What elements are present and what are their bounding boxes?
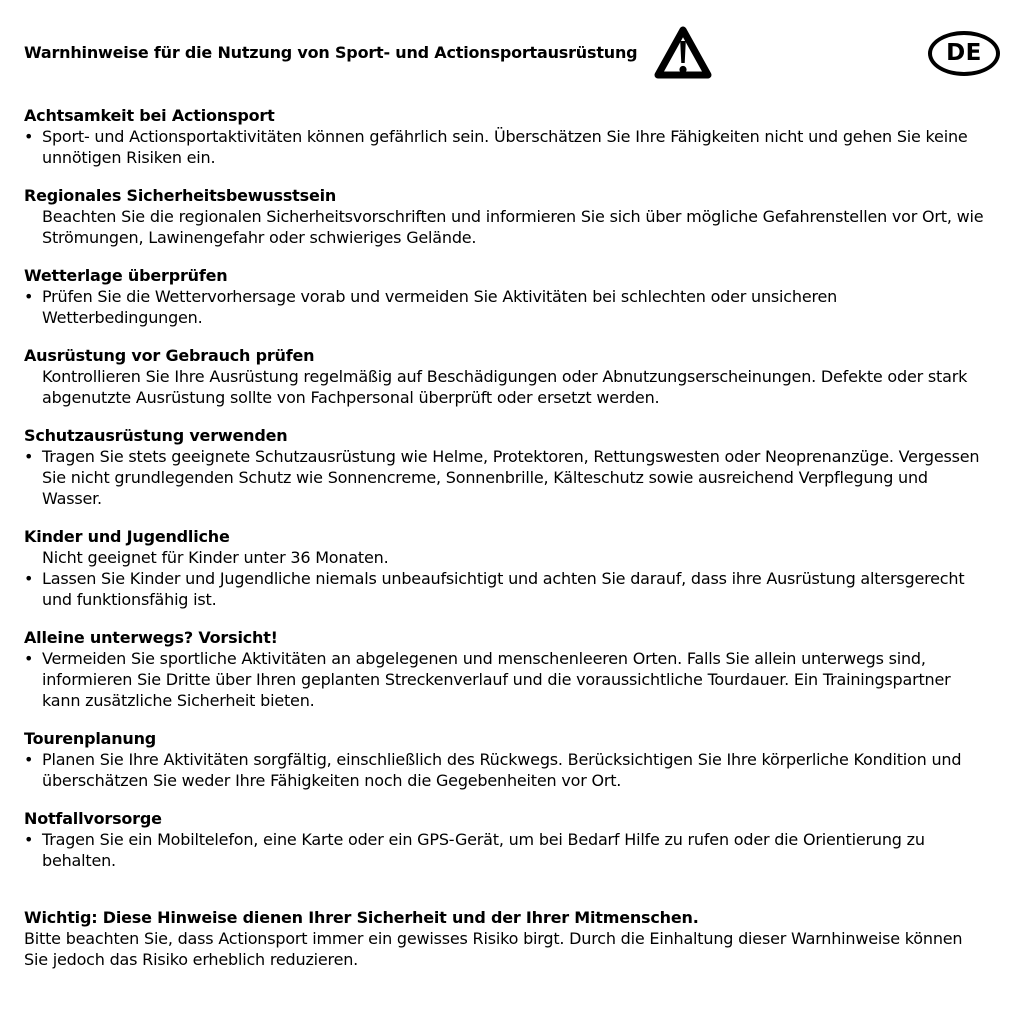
list-item bbox=[24, 568, 986, 610]
section-ausruestung-pruefen bbox=[24, 345, 986, 408]
list-item bbox=[24, 126, 986, 168]
list-item bbox=[24, 547, 986, 568]
section-schutzausruestung bbox=[24, 425, 986, 509]
bullet-marker: • bbox=[24, 287, 34, 306]
list-item bbox=[24, 366, 986, 408]
document-header bbox=[24, 24, 1000, 82]
section-heading: Achtsamkeit bei Actionsport bbox=[24, 106, 275, 125]
list-item-text: Nicht geeignet für Kinder unter 36 Monaten. bbox=[42, 548, 389, 567]
page-title: Warnhinweise für die Nutzung von Sport- und Actionsportausrüstung bbox=[24, 43, 638, 63]
warning-triangle-icon bbox=[653, 24, 713, 82]
list-item bbox=[24, 749, 986, 791]
list-item-text: Beachten Sie die regionalen Sicherheitsvorschriften und informieren Sie sich über mögliche Gefahrenstellen vor Ort, wie Strömungen, Lawinengefahr oder schwieriges Gelände. bbox=[42, 207, 984, 247]
list-item-text: Prüfen Sie die Wettervorhersage vorab und vermeiden Sie Aktivitäten bei schlechten oder unsicheren Wetterbedingungen. bbox=[42, 287, 838, 327]
bullet-marker: • bbox=[24, 447, 34, 466]
list-item-text: Lassen Sie Kinder und Jugendliche niemals unbeaufsichtigt und achten Sie darauf, dass ihre Ausrüstung altersgerecht und funktionsfähig ist. bbox=[42, 569, 965, 609]
section-regionales-sicherheitsbewusstsein bbox=[24, 185, 986, 248]
bullet-marker: • bbox=[24, 750, 34, 769]
list-item-text: Tragen Sie ein Mobiltelefon, eine Karte oder ein GPS-Gerät, um bei Bedarf Hilfe zu rufen oder die Orientierung zu behalten. bbox=[42, 830, 925, 870]
section-wetterlage bbox=[24, 265, 986, 328]
section-notfallvorsorge bbox=[24, 808, 986, 871]
footer-note: Bitte beachten Sie, dass Actionsport immer ein gewisses Risiko birgt. Durch die Einhaltung dieser Warnhinweise können Sie jedoch das Risiko erheblich reduzieren. bbox=[24, 929, 963, 969]
section-heading: Tourenplanung bbox=[24, 729, 157, 748]
section-tourenplanung bbox=[24, 728, 986, 791]
section-alleine-unterwegs bbox=[24, 627, 986, 711]
section-heading: Ausrüstung vor Gebrauch prüfen bbox=[24, 346, 315, 365]
list-item bbox=[24, 206, 986, 248]
list-item-text: Planen Sie Ihre Aktivitäten sorgfältig, einschließlich des Rückwegs. Berücksichtigen Sie Ihre körperliche Kondition und überschätzen Sie weder Ihre Fähigkeiten noch die Gegebenheiten vor Ort. bbox=[42, 750, 962, 790]
section-heading: Notfallvorsorge bbox=[24, 809, 162, 828]
section-heading: Alleine unterwegs? Vorsicht! bbox=[24, 628, 278, 647]
section-heading: Wetterlage überprüfen bbox=[24, 266, 228, 285]
list-item-text: Vermeiden Sie sportliche Aktivitäten an abgelegenen und menschenleeren Orten. Falls Sie allein unterwegs sind, informieren Sie Dritte über Ihren geplanten Streckenverlauf und die voraussichtliche Tourdauer. Ein Trainingspartner kann zusätzliche Sicherheit bieten. bbox=[42, 649, 951, 710]
section-heading: Regionales Sicherheitsbewusstsein bbox=[24, 186, 337, 205]
language-badge: DE bbox=[928, 31, 1000, 76]
list-item-text: Kontrollieren Sie Ihre Ausrüstung regelmäßig auf Beschädigungen oder Abnutzungserscheinungen. Defekte oder stark abgenutzte Ausrüstung sollte von Fachpersonal überprüft oder ersetzt werden. bbox=[42, 367, 968, 407]
section-heading: Kinder und Jugendliche bbox=[24, 527, 230, 546]
bullet-marker: • bbox=[24, 830, 34, 849]
footer bbox=[24, 907, 986, 970]
bullet-marker: • bbox=[24, 649, 34, 668]
list-item bbox=[24, 648, 986, 711]
list-item bbox=[24, 829, 986, 871]
bullet-marker: • bbox=[24, 127, 34, 146]
section-heading: Schutzausrüstung verwenden bbox=[24, 426, 288, 445]
list-item-text: Sport- und Actionsportaktivitäten können gefährlich sein. Überschätzen Sie Ihre Fähigkeiten nicht und gehen Sie keine unnötigen Risiken ein. bbox=[42, 127, 968, 167]
list-item bbox=[24, 286, 986, 328]
sections-container bbox=[24, 105, 986, 871]
list-item-text: Tragen Sie stets geeignete Schutzausrüstung wie Helme, Protektoren, Rettungswesten oder Neoprenanzüge. Vergessen Sie nicht grundlegenden Schutz wie Sonnencreme, Sonnenbrille, Kälteschutz sowie ausreichend Verpflegung und Wasser. bbox=[42, 447, 980, 508]
footer-important-heading: Wichtig: Diese Hinweise dienen Ihrer Sicherheit und der Ihrer Mitmenschen. bbox=[24, 908, 699, 927]
list-item bbox=[24, 446, 986, 509]
section-achtsamkeit bbox=[24, 105, 986, 168]
section-kinder-jugendliche bbox=[24, 526, 986, 610]
bullet-marker: • bbox=[24, 569, 34, 588]
